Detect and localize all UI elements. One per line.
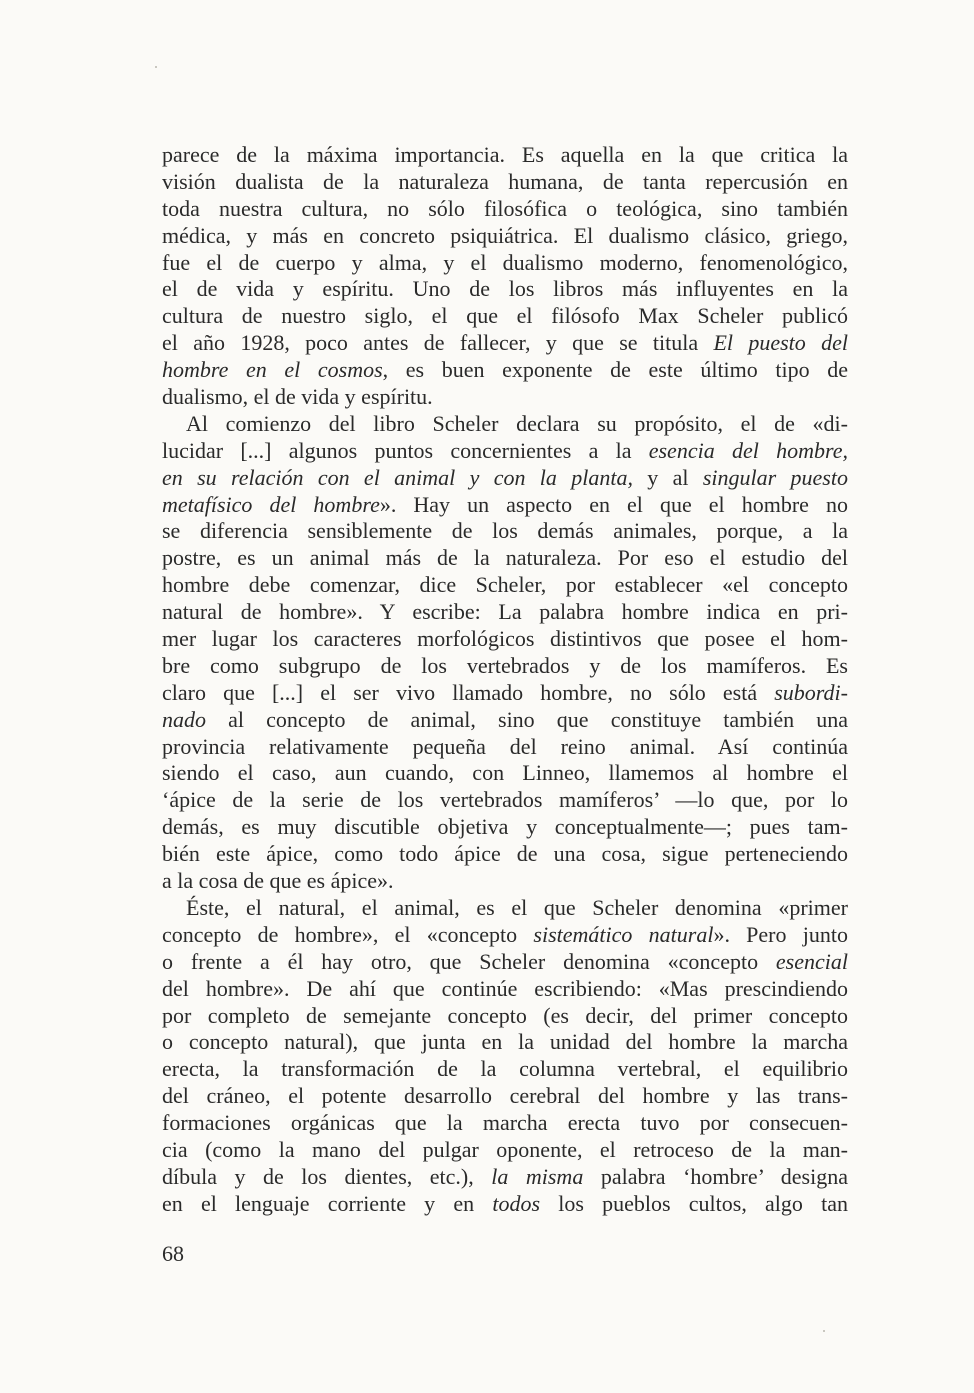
text-line: cultura de nuestro siglo, el que el filósofo Max Scheler publicó — [162, 303, 848, 329]
text-line: dualismo, el de vida y espíritu. — [162, 384, 433, 410]
text-line: en su relación con el animal y con la planta, y al singular puesto — [162, 464, 848, 490]
text-line: Éste, el natural, el animal, es el que Scheler denomina «primer — [186, 894, 848, 920]
text-line: concepto de hombre», el «concepto sistemático natural». Pero junto — [162, 921, 848, 947]
text-line: se diferencia sensiblemente de los demás animales, porque, a la — [162, 518, 848, 544]
text-line: a la cosa de que es ápice». — [162, 868, 394, 894]
text-line: toda nuestra cultura, no sólo filosófica o teológica, sino también — [162, 195, 848, 221]
paragraph-3 — [162, 895, 848, 1218]
text-line: fue el de cuerpo y alma, y el dualismo moderno, fenomenológico, — [162, 249, 848, 275]
text-line: postre, es un animal más de la naturaleza. Por eso el estudio del — [162, 545, 848, 571]
scan-speck — [155, 66, 157, 68]
text-line: o frente a él hay otro, que Scheler denomina «concepto esencial — [162, 948, 848, 974]
body-text — [162, 142, 848, 1218]
text-line: visión dualista de la naturaleza humana, de tanta repercusión en — [162, 168, 848, 194]
text-line: formaciones orgánicas que la marcha erecta tuvo por consecuen- — [162, 1110, 848, 1136]
text-line: ‘ápice de la serie de los vertebrados mamíferos’ —lo que, por lo — [162, 787, 848, 813]
text-line: bién este ápice, como todo ápice de una cosa, sigue perteneciendo — [162, 841, 848, 867]
text-line: bre como subgrupo de los vertebrados y de los mamíferos. Es — [162, 652, 848, 678]
text-line: el de vida y espíritu. Uno de los libros más influyentes en la — [162, 276, 848, 302]
text-line: médica, y más en concreto psiquiátrica. El dualismo clásico, griego, — [162, 222, 848, 248]
paragraph-2 — [162, 411, 848, 895]
text-line: en el lenguaje corriente y en todos los pueblos cultos, algo tan — [162, 1190, 848, 1216]
text-line: díbula y de los dientes, etc.), la misma palabra ‘hombre’ designa — [162, 1163, 849, 1189]
text-line: lucidar [...] algunos puntos concernientes a la esencia del hombre, — [162, 437, 848, 463]
text-line: cia (como la mano del pulgar oponente, el retroceso de la man- — [162, 1136, 848, 1162]
text-line: erecta, la transformación de la columna vertebral, el equilibrio — [162, 1056, 848, 1082]
text-line: siendo el caso, aun cuando, con Linneo, llamemos al hombre el — [162, 760, 848, 786]
text-line: claro que [...] el ser vivo llamado hombre, no sólo está subordi- — [162, 679, 848, 705]
text-line: demás, es muy discutible objetiva y conceptualmente—; pues tam- — [162, 814, 848, 840]
text-line: hombre en el cosmos, es buen exponente de este último tipo de — [162, 357, 848, 383]
text-line: mer lugar los caracteres morfológicos distintivos que posee el hom- — [162, 626, 848, 652]
text-line: por completo de semejante concepto (es decir, del primer concepto — [162, 1002, 848, 1028]
text-line: el año 1928, poco antes de fallecer, y que se titula El puesto del — [162, 330, 848, 356]
text-line: del hombre». De ahí que continúe escribiendo: «Mas prescindiendo — [162, 975, 848, 1001]
text-line: provincia relativamente pequeña del reino animal. Así continúa — [162, 733, 848, 759]
text-line: metafísico del hombre». Hay un aspecto en el que el hombre no — [162, 491, 848, 517]
text-line: o concepto natural), que junta en la unidad del hombre la marcha — [162, 1029, 848, 1055]
text-line: parece de la máxima importancia. Es aquella en la que critica la — [162, 142, 848, 167]
text-line: natural de hombre». Y escribe: La palabra hombre indica en pri- — [162, 599, 848, 625]
text-line: Al comienzo del libro Scheler declara su propósito, el de «di- — [186, 410, 848, 436]
scan-speck — [823, 1330, 825, 1332]
text-line: nado al concepto de animal, sino que constituye también una — [162, 706, 848, 732]
paragraph-1 — [162, 142, 848, 411]
text-line: hombre debe comenzar, dice Scheler, por establecer «el concepto — [162, 572, 848, 598]
text-line: del cráneo, el potente desarrollo cerebral del hombre y las trans- — [162, 1083, 848, 1109]
page-number: 68 — [162, 1241, 184, 1266]
